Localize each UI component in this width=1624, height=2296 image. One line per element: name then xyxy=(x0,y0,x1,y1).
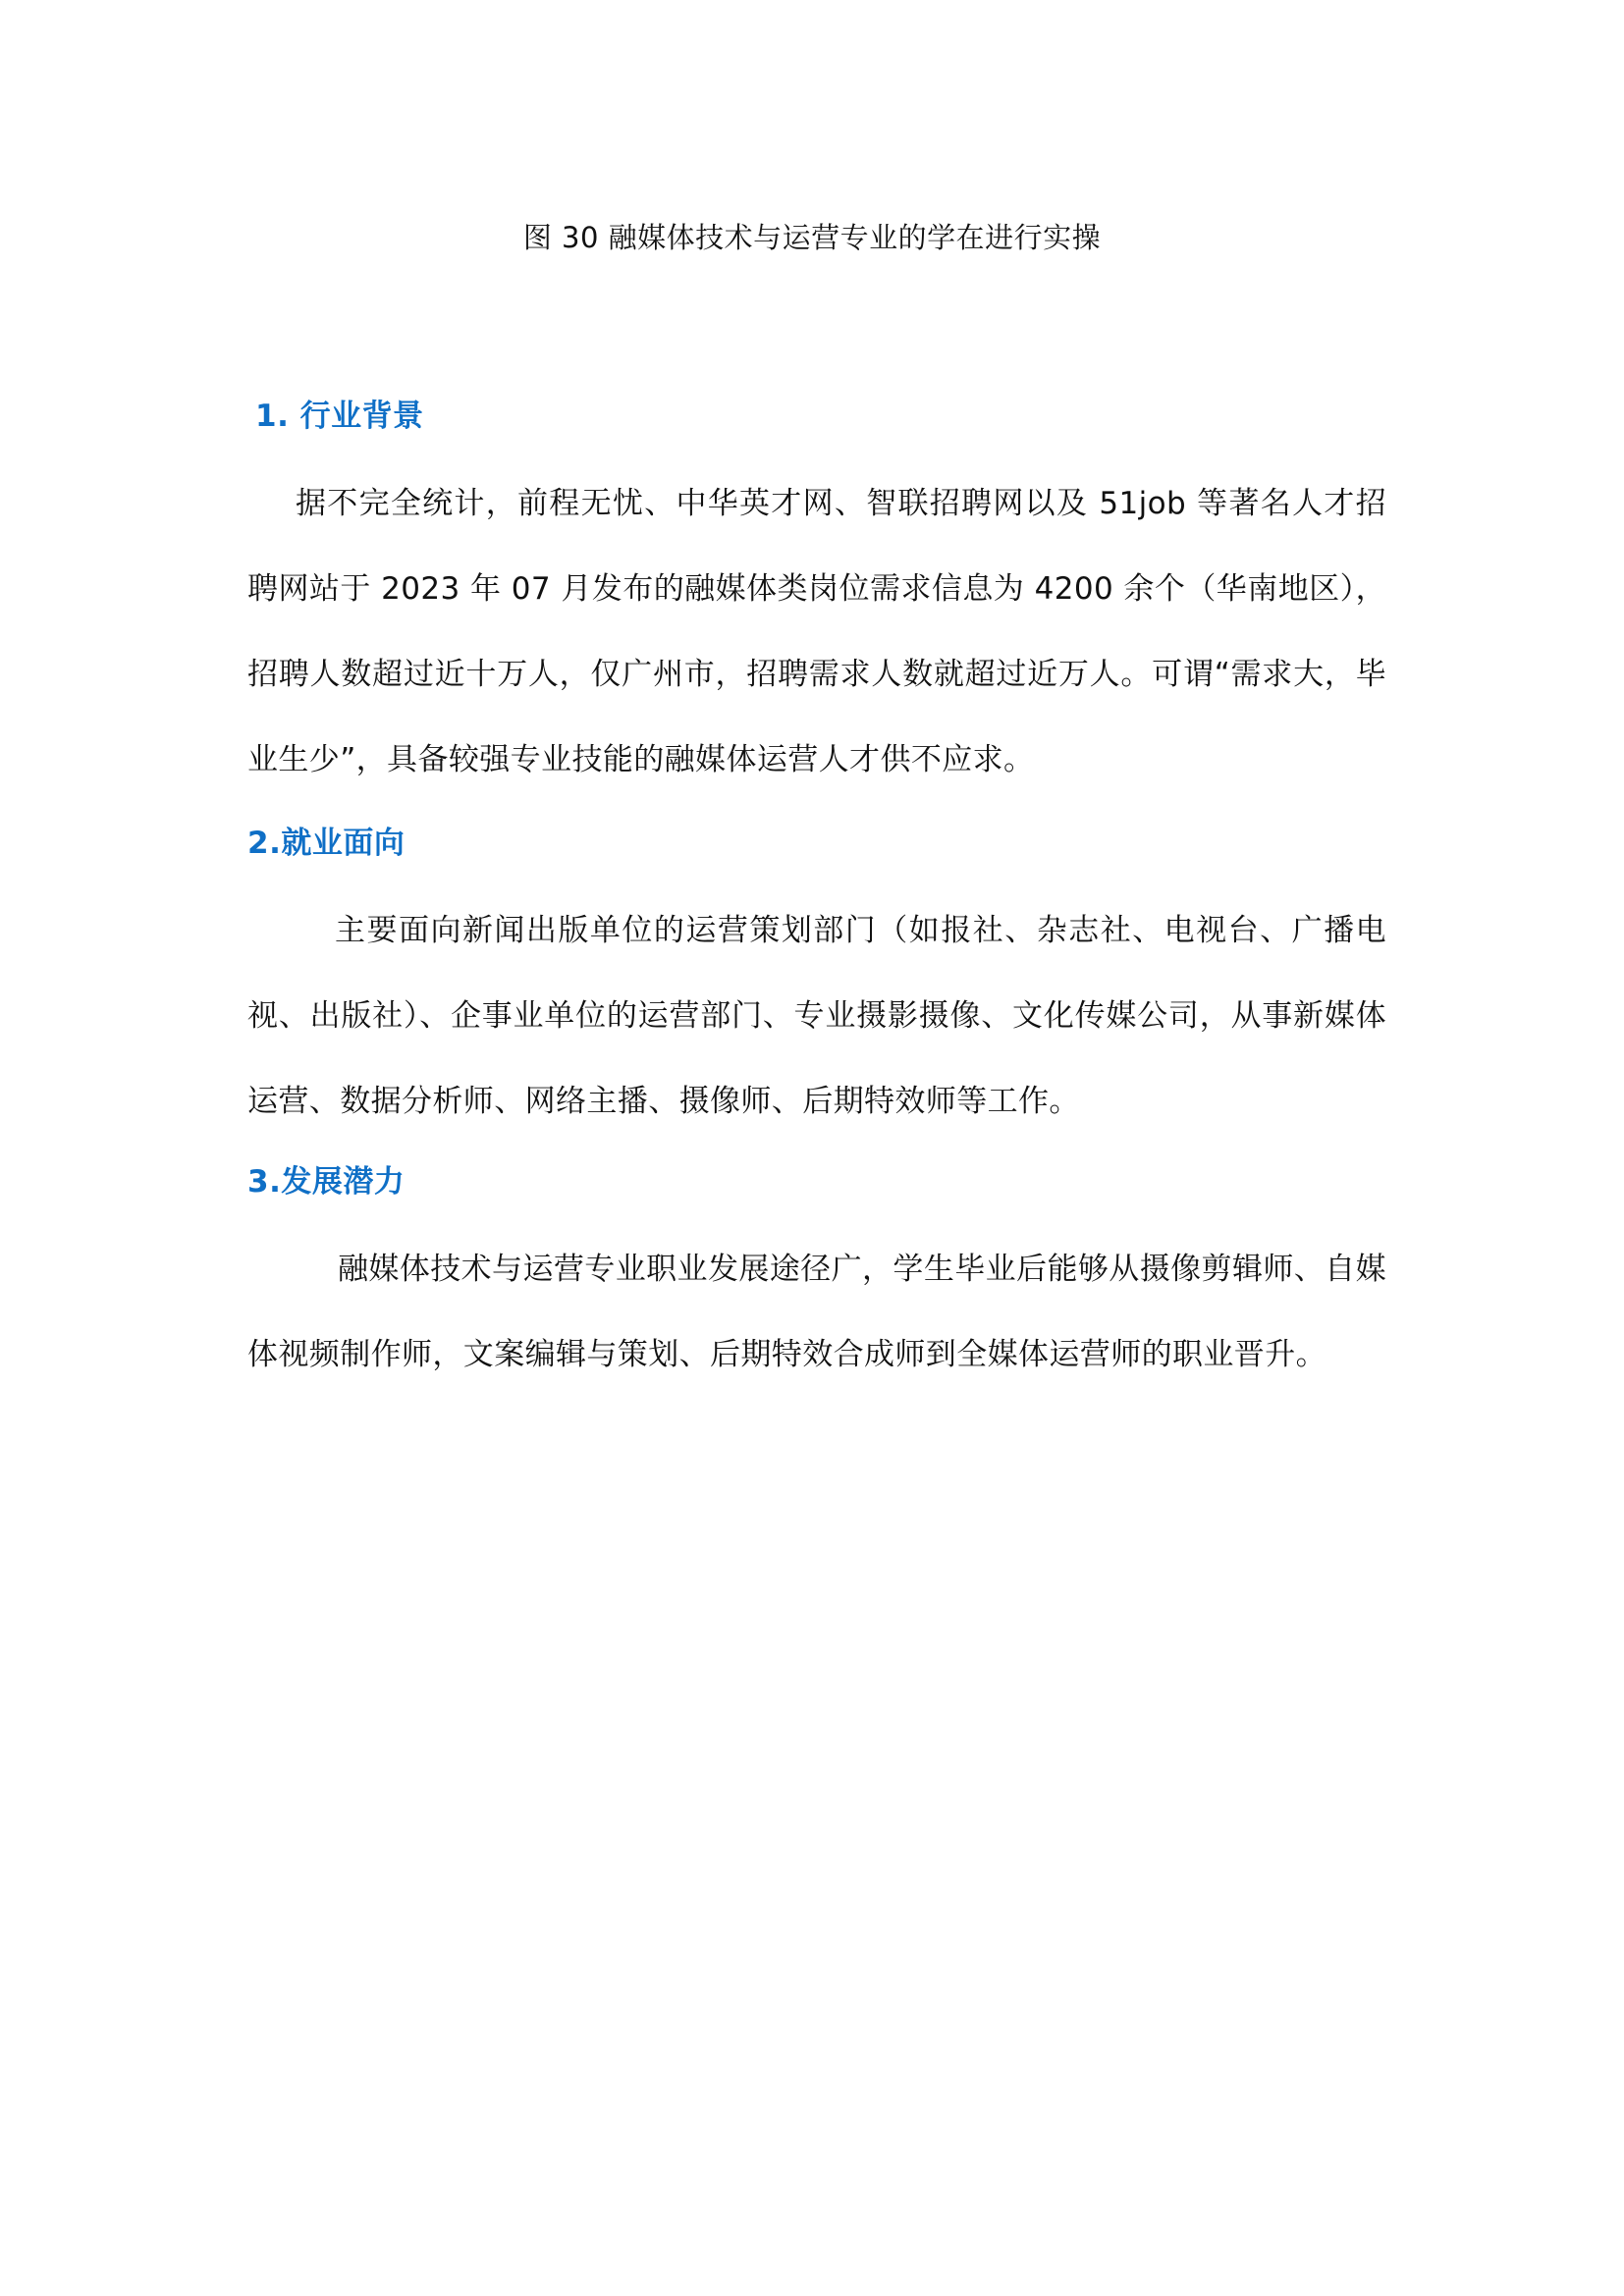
figure-caption: 图 30 融媒体技术与运营专业的学在进行实操 xyxy=(522,221,1102,254)
section-heading-industry-background: 1. 行业背景 xyxy=(255,399,424,434)
section-paragraph-development-potential: 融媒体技术与运营专业职业发展途径广，学生毕业后能够从摄像剪辑师、自媒体视频制作师，文案编辑与策划、后期特效合成师到全媒体运营师的职业晋升。 xyxy=(247,1252,1386,1372)
section-heading-employment-orientation: 2.就业面向 xyxy=(247,826,406,861)
section-paragraph-industry-background: 据不完全统计，前程无忧、中华英才网、智联招聘网以及 51job 等著名人才招聘网站于 2023 年 07 月发布的融媒体类岗位需求信息为 4200 余个（华南地区），招聘人数超过近十万人，仅广州市，招聘需求人数就超过近万人。可谓“需求大，毕业生少”，具备较强专业技能的融媒体运营人才供不应求。 xyxy=(247,486,1386,777)
section-heading-development-potential: 3.发展潜力 xyxy=(247,1164,406,1200)
section-paragraph-employment-orientation: 主要面向新闻出版单位的运营策划部门（如报社、杂志社、电视台、广播电视、出版社）、企事业单位的运营部门、专业摄影摄像、文化传媒公司，从事新媒体运营、数据分析师、网络主播、摄像师、后期特效师等工作。 xyxy=(247,913,1386,1119)
